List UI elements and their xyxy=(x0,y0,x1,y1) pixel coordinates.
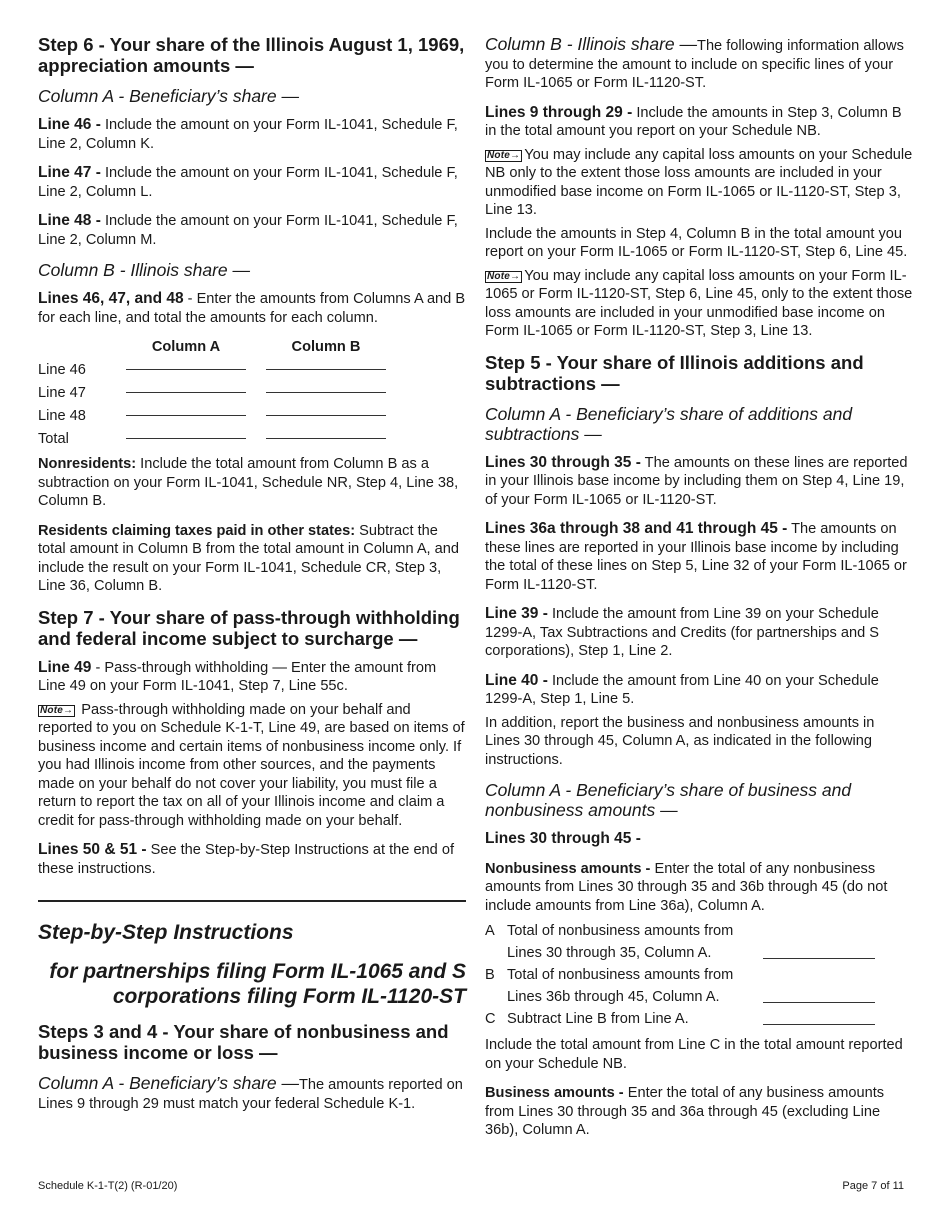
worksheet-line: Lines 36b through 45, Column A. xyxy=(485,986,913,1008)
line40-text: Include the amount from Line 40 on your Schedule 1299-A, Step 1, Line 5. xyxy=(485,672,879,707)
residents-label: Residents claiming taxes paid in other states: xyxy=(38,522,356,539)
note-icon: Note→ xyxy=(487,270,521,282)
column-b-illinois-share xyxy=(485,34,913,93)
note-icon: Note→ xyxy=(487,149,521,161)
step7-heading: Step 7 - Your share of pass-through withholding and federal income subject to surcharge — xyxy=(38,606,460,649)
line48-instruction xyxy=(38,212,466,249)
column-b-heading: Column B - Illinois share — xyxy=(38,260,251,280)
table-row xyxy=(38,401,466,424)
column-b-header: Column B xyxy=(291,339,361,355)
lines30-35-instruction xyxy=(485,454,913,510)
nonresidents-instruction xyxy=(38,455,466,511)
line47-instruction xyxy=(38,164,466,201)
total-column-a-blank[interactable] xyxy=(126,437,246,439)
line-c-paragraph: Include the total amount from Line C in the total amount reported on your Schedule NB. xyxy=(485,1037,903,1072)
lines36a-45-text: The amounts on these lines are reported in your Illinois base income by including the total of these lines on Step 5, Line 32 of your Form IL-1065 or Form IL-1120-ST. xyxy=(485,521,907,593)
steps3-4-heading: Steps 3 and 4 - Your share of nonbusiness and business income or loss — xyxy=(38,1021,449,1063)
note-text: You may include any capital loss amounts on your Form IL-1065 or Form IL-1120-ST, Step 6, Line 45, only to the extent those loss amounts are included in your unmodified base income on Form IL-1065 or Form IL-1120-ST, Step 3, Line 13. xyxy=(485,267,913,339)
line46-instruction xyxy=(38,116,466,153)
line39-label: Line 39 - xyxy=(485,605,548,622)
line49-label: Line 49 xyxy=(38,658,92,676)
step5-heading: Step 5 - Your share of Illinois additions and subtractions — xyxy=(485,351,864,394)
row-label: Line 47 xyxy=(38,385,86,401)
addition-paragraph: In addition, report the business and nonbusiness amounts in Lines 30 through 45, Column A, as indicated in the following instructions. xyxy=(485,714,875,768)
nonbusiness-instruction xyxy=(485,860,913,916)
column-a-steps3-4-heading: Column A - Beneficiary’s share — xyxy=(38,1073,299,1093)
line-b-blank[interactable] xyxy=(763,1001,875,1003)
business-text: Enter the total of any business amounts from Lines 30 through 35 and 36a through 45 (excluding Line 36b), Column A. xyxy=(485,1085,885,1138)
note-capital-loss-nb xyxy=(485,146,913,220)
left-column xyxy=(38,34,466,1124)
lines30-45-heading: Lines 30 through 45 - xyxy=(485,830,641,847)
line46-column-a-blank[interactable] xyxy=(126,368,246,370)
line48-column-a-blank[interactable] xyxy=(126,414,246,416)
note-text: Pass-through withholding made on your behalf and reported to you on Schedule K-1-T, Line 49, are based on items of business income and certain items of nonbusiness income only. If you had Illinois income from other sources, and the payments made on your behalf do not cover your liability, you must file a return to report the tax on all of your Illinois income and claim a credit for pass-through withholding made on your behalf. xyxy=(38,701,465,829)
business-label: Business amounts - xyxy=(485,1085,624,1101)
line47-label: Line 47 - xyxy=(38,164,101,181)
residents-text: Subtract the total amount in Column B from the total amount in Column A, and include the result on your Form IL-1041, Schedule CR, Step 3, Line 36, Column B. xyxy=(38,522,460,594)
nonbusiness-text: Enter the total of any nonbusiness amounts from Lines 30 through 35 and 36b through 45 (do not include amounts from Line 36a), Column A. xyxy=(485,860,888,914)
worksheet-letter: A xyxy=(485,923,495,939)
line48-text: Include the amount on your Form IL-1041, Schedule F, Line 2, Column M. xyxy=(38,213,458,248)
worksheet-letter: B xyxy=(485,967,495,983)
table-row xyxy=(38,355,466,378)
note-icon: Note→ xyxy=(40,704,74,716)
business-instruction xyxy=(485,1084,913,1140)
column-a-heading: Column A - Beneficiary’s share — xyxy=(38,86,299,106)
lines36a-45-instruction xyxy=(485,520,913,594)
lines36a-45-label: Lines 36a through 38 and 41 through 45 - xyxy=(485,520,788,537)
note-text: You may include any capital loss amounts on your Schedule NB only to the extent those loss amounts are included in your unmodified base income on Form IL-1065 or IL-1120-ST, Step 3, Line 13. xyxy=(485,146,913,218)
lines9-29-label: Lines 9 through 29 - xyxy=(485,103,633,121)
lines30-35-text: The amounts on these lines are reported in your Illinois base income by including them on Step 4, Line 19, of your Form IL-1065 or IL-1120-ST. xyxy=(485,454,908,508)
lines46-48-instruction xyxy=(38,290,466,327)
worksheet-line: Lines 30 through 35, Column A. xyxy=(485,942,913,964)
step-by-step-title: Step-by-Step Instructions xyxy=(38,921,294,944)
column-a-header: Column A xyxy=(151,339,221,355)
lines50-51-text: See the Step-by-Step Instructions at the end of these instructions. xyxy=(38,842,455,877)
step6-heading: Step 6 - Your share of the Illinois August 1, 1969, appreciation amounts — xyxy=(38,34,465,76)
page-number: Page 7 of 11 xyxy=(842,1180,904,1192)
line-c-blank[interactable] xyxy=(763,1023,875,1025)
section-divider xyxy=(38,900,466,902)
form-id-footer: Schedule K-1-T(2) (R-01/20) xyxy=(38,1180,178,1192)
row-label: Total xyxy=(38,431,69,447)
lines50-51-label: Lines 50 & 51 - xyxy=(38,841,147,858)
line47-column-a-blank[interactable] xyxy=(126,391,246,393)
note-capital-loss-line45 xyxy=(485,267,913,341)
line40-instruction xyxy=(485,672,913,709)
residents-instruction xyxy=(38,522,466,596)
worksheet-line: A Total of nonbusiness amounts from xyxy=(485,920,913,942)
column-a-additions-heading: Column A - Beneficiary’s share of additions and subtractions — xyxy=(485,403,853,444)
nonbusiness-label: Nonbusiness amounts - xyxy=(485,860,651,877)
worksheet-letter: C xyxy=(485,1011,496,1027)
lines9-29-text: Include the amounts in Step 3, Column B in the total amount you report on your Schedule NB. xyxy=(485,104,902,139)
line39-text: Include the amount from Line 39 on your Schedule 1299-A, Tax Subtractions and Credits (for partnerships and S corporations), Step 1, Line 2. xyxy=(485,606,879,659)
line48-column-b-blank[interactable] xyxy=(266,414,386,416)
table-row xyxy=(38,378,466,401)
lines50-51-instruction xyxy=(38,841,466,878)
row-label: Line 46 xyxy=(38,362,86,378)
line46-column-b-blank[interactable] xyxy=(266,368,386,370)
line49-text: - Pass-through withholding — Enter the amount from Line 49 on your Form IL-1041, Step 7, Line 55c. xyxy=(38,659,437,694)
nonbusiness-worksheet xyxy=(485,920,913,1030)
lines30-35-label: Lines 30 through 35 - xyxy=(485,453,641,471)
right-column xyxy=(485,34,913,1151)
line47-text: Include the amount on your Form IL-1041, Schedule F, Line 2, Column L. xyxy=(38,165,458,200)
step4-paragraph: Include the amounts in Step 4, Column B in the total amount you report on your Form IL-1065 or Form IL-1120-ST, Step 6, Line 45. xyxy=(485,225,908,260)
appreciation-table xyxy=(38,332,466,447)
line40-label: Line 40 - xyxy=(485,671,548,689)
nonresidents-label: Nonresidents: xyxy=(38,456,137,472)
row-label: Line 48 xyxy=(38,408,86,424)
table-row xyxy=(38,424,466,447)
column-a-steps3-4-text: The amounts reported on Lines 9 through 29 must match your federal Schedule K-1. xyxy=(38,1077,463,1112)
column-b-illinois-text: The following information allows you to determine the amount to include on specific lines of your Form IL-1065 or Form IL-1120-ST. xyxy=(485,38,904,91)
step-by-step-subtitle: for partnerships filing Form IL-1065 and S corporations filing Form IL-1120-ST xyxy=(49,960,466,1008)
lines9-29-instruction xyxy=(485,104,913,141)
line39-instruction xyxy=(485,605,913,661)
total-column-b-blank[interactable] xyxy=(266,437,386,439)
worksheet-line: C Subtract Line B from Line A. xyxy=(485,1008,913,1030)
column-a-steps3-4 xyxy=(38,1073,466,1113)
table-header xyxy=(38,332,466,355)
line46-label: Line 46 - xyxy=(38,116,101,133)
line46-text: Include the amount on your Form IL-1041, Schedule F, Line 2, Column K. xyxy=(38,117,458,152)
lines46-48-text: - Enter the amounts from Columns A and B for each line, and total the amounts for each column. xyxy=(38,291,466,326)
line49-instruction xyxy=(38,659,466,696)
line-a-blank[interactable] xyxy=(763,957,875,959)
column-a-business-heading: Column A - Beneficiary’s share of business and nonbusiness amounts — xyxy=(485,780,852,820)
line47-column-b-blank[interactable] xyxy=(266,391,386,393)
note-pass-through xyxy=(38,701,466,831)
line48-label: Line 48 - xyxy=(38,212,101,229)
column-b-illinois-heading: Column B - Illinois share — xyxy=(485,34,698,54)
nonresidents-text: Include the total amount from Column B as a subtraction on your Form IL-1041, Schedule NR, Step 4, Line 38, Column B. xyxy=(38,456,459,509)
lines46-48-label: Lines 46, 47, and 48 xyxy=(38,290,184,307)
worksheet-line: B Total of nonbusiness amounts from xyxy=(485,964,913,986)
